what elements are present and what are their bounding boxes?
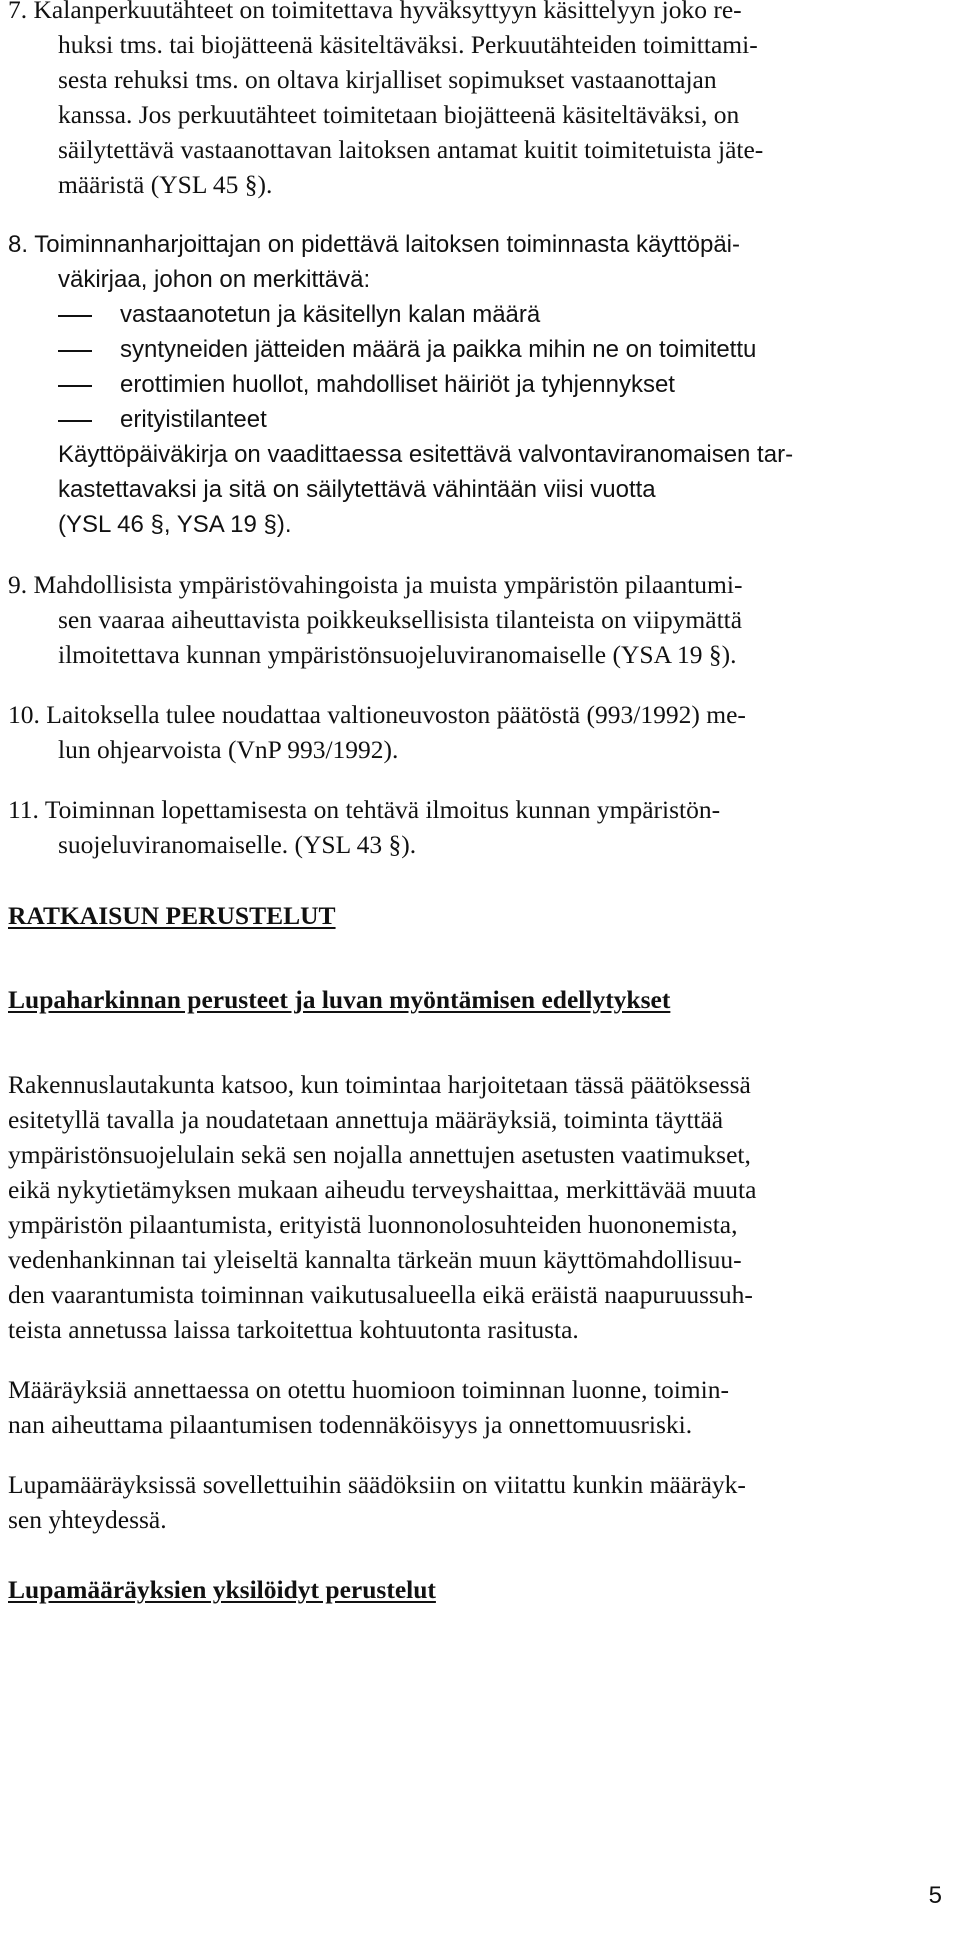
item-8-intro-line: väkirjaa, johon on merkittävä:	[58, 266, 371, 293]
bullet-dash	[58, 350, 92, 352]
paragraph-line: den vaarantumista toiminnan vaikutusalueella eikä eräistä naapuruussuh-	[8, 1280, 753, 1309]
item-11-line: suojeluviranomaiselle. (YSL 43 §).	[58, 830, 417, 859]
paragraph-line: ympäristön pilaantumista, erityistä luonnonolosuhteiden huononemista,	[8, 1210, 738, 1239]
item-10-line: 10. Laitoksella tulee noudattaa valtioneuvoston päätöstä (993/1992) me-	[8, 700, 746, 729]
paragraph-line: Lupamääräyksissä sovellettuihin säädöksiin on viitattu kunkin määräyk-	[8, 1470, 746, 1499]
paragraph-line: Rakennuslautakunta katsoo, kun toimintaa harjoitetaan tässä päätöksessä	[8, 1070, 751, 1099]
item-9-line: sen vaaraa aiheuttavista poikkeuksellisista tilanteista on viipymättä	[58, 605, 743, 634]
item-9-line: 9. Mahdollisista ympäristövahingoista ja muista ympäristön pilaantumi-	[8, 570, 743, 599]
item-7-line: huksi tms. tai biojätteenä käsiteltäväksi. Perkuutähteiden toimittami-	[58, 30, 758, 59]
item-7-line: kanssa. Jos perkuutähteet toimitetaan biojätteenä käsiteltäväksi, on	[58, 100, 740, 129]
paragraph-line: ympäristönsuojelulain sekä sen nojalla annettujen asetusten vaatimukset,	[8, 1140, 751, 1169]
item-7-line: sesta rehuksi tms. on oltava kirjalliset sopimukset vastaanottajan	[58, 65, 717, 94]
subsection-heading: Lupamääräyksien yksilöidyt perustelut	[8, 1575, 436, 1604]
item-11-line: 11. Toiminnan lopettamisesta on tehtävä ilmoitus kunnan ympäristön-	[8, 795, 721, 824]
bullet-dash	[58, 315, 92, 317]
page-number: 5	[928, 1882, 942, 1909]
paragraph-line: vedenhankinnan tai yleiseltä kannalta tärkeän muun käyttömahdollisuu-	[8, 1245, 742, 1274]
paragraph-line: sen yhteydessä.	[8, 1505, 167, 1534]
item-7-line: 7. Kalanperkuutähteet on toimitettava hyväksyttyyn käsittelyyn joko re-	[8, 0, 742, 24]
item-8-outro-line: (YSL 46 §, YSA 19 §).	[58, 511, 292, 538]
item-10-line: lun ohjearvoista (VnP 993/1992).	[58, 735, 399, 764]
item-7-line: määristä (YSL 45 §).	[58, 170, 273, 199]
item-8-intro-line: 8. Toiminnanharjoittajan on pidettävä laitoksen toiminnasta käyttöpäi-	[8, 231, 740, 258]
item-8-bullet: erityistilanteet	[120, 406, 267, 433]
paragraph-line: Määräyksiä annettaessa on otettu huomioon toiminnan luonne, toimin-	[8, 1375, 729, 1404]
paragraph-line: teista annetussa laissa tarkoitettua kohtuutonta rasitusta.	[8, 1315, 579, 1344]
bullet-dash	[58, 385, 92, 387]
paragraph-line: eikä nykytietämyksen mukaan aiheudu terveyshaittaa, merkittävää muuta	[8, 1175, 757, 1204]
item-8-outro-line: kastettavaksi ja sitä on säilytettävä vähintään viisi vuotta	[58, 476, 656, 503]
section-heading: RATKAISUN PERUSTELUT	[8, 901, 336, 930]
item-8-outro-line: Käyttöpäiväkirja on vaadittaessa esitettävä valvontaviranomaisen tar-	[58, 441, 794, 468]
item-8-bullet: erottimien huollot, mahdolliset häiriöt ja tyhjennykset	[120, 371, 675, 398]
subsection-heading: Lupaharkinnan perusteet ja luvan myöntämisen edellytykset	[8, 985, 671, 1014]
item-7-line: säilytettävä vastaanottavan laitoksen antamat kuitit toimitetuista jäte-	[58, 135, 764, 164]
paragraph-line: nan aiheuttama pilaantumisen todennäköisyys ja onnettomuusriski.	[8, 1410, 693, 1439]
bullet-dash	[58, 420, 92, 422]
item-8-bullet: vastaanotetun ja käsitellyn kalan määrä	[120, 301, 541, 328]
item-8-bullet: syntyneiden jätteiden määrä ja paikka mihin ne on toimitettu	[120, 336, 757, 363]
paragraph-line: esitetyllä tavalla ja noudatetaan annettuja määräyksiä, toiminta täyttää	[8, 1105, 724, 1134]
item-9-line: ilmoitettava kunnan ympäristönsuojeluviranomaiselle (YSA 19 §).	[58, 640, 737, 669]
